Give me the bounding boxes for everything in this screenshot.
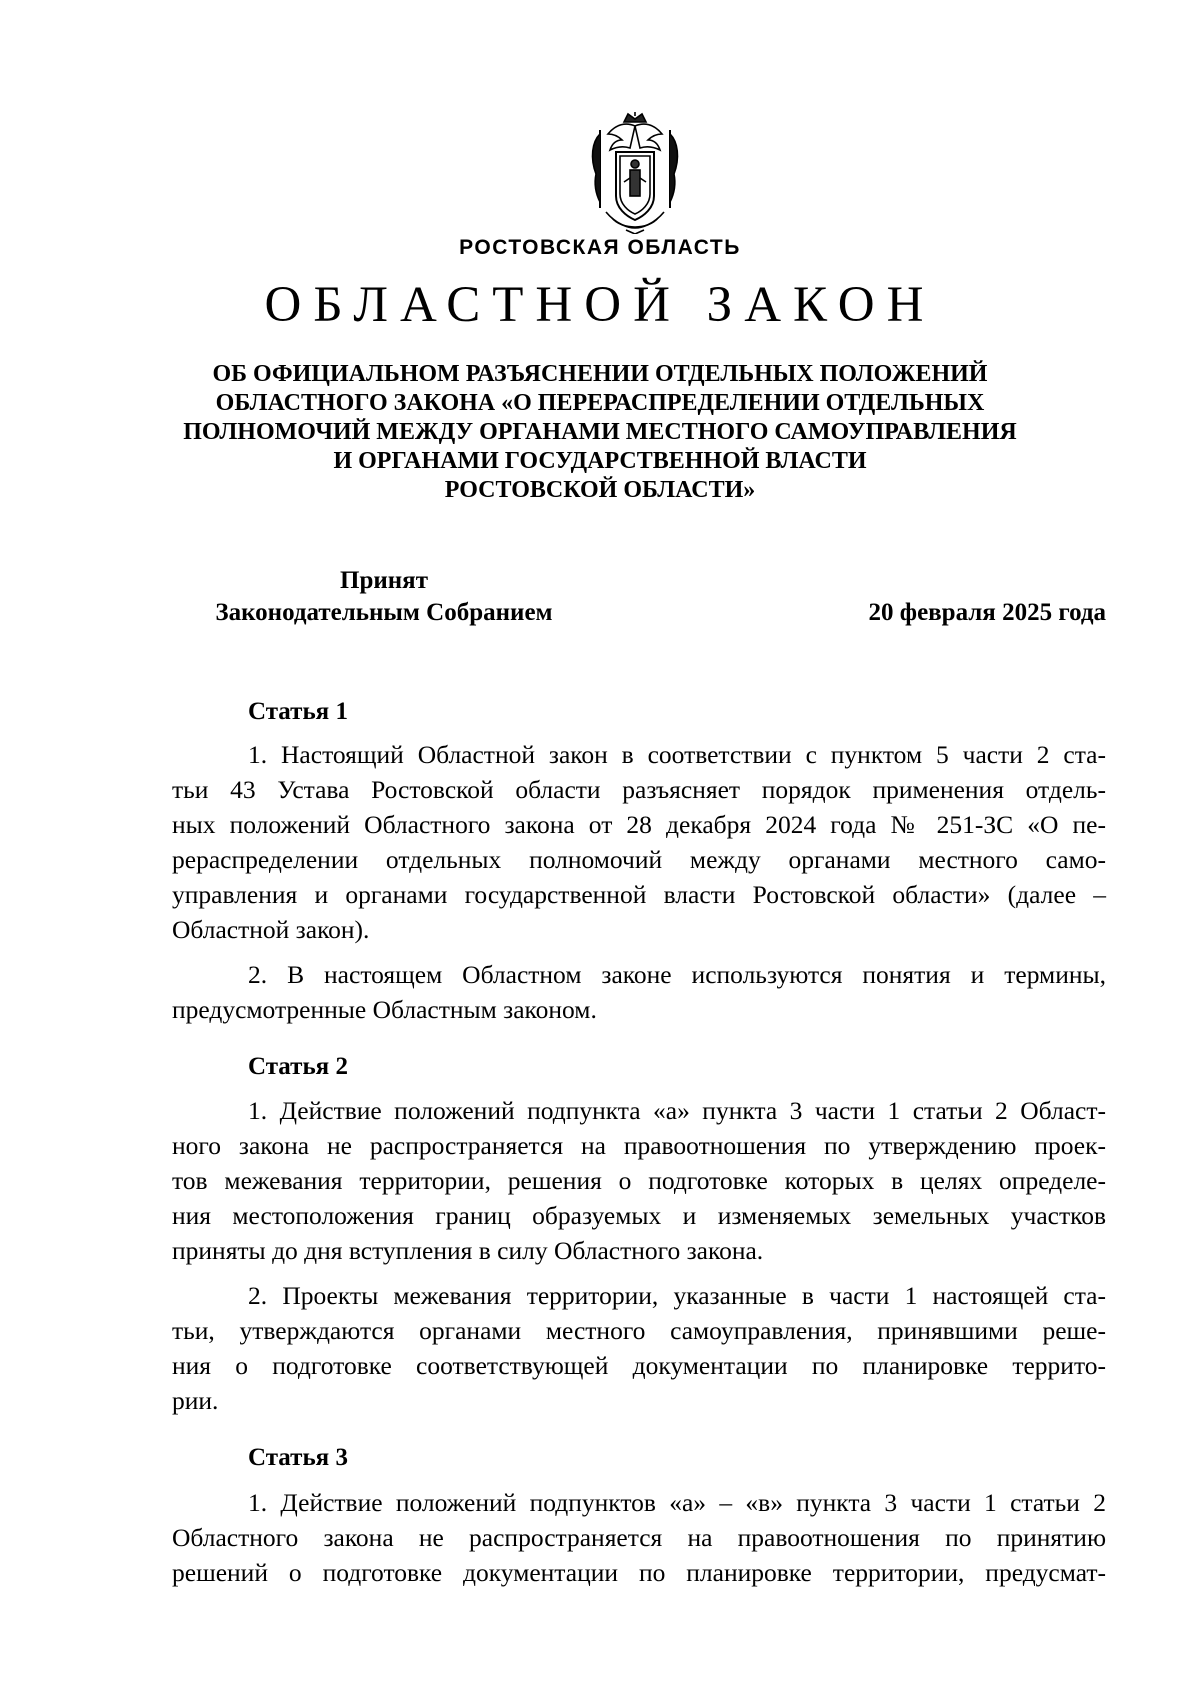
coat-of-arms-icon xyxy=(586,112,684,234)
text-line: 2. Проекты межевания территории, указанные в части 1 настоящей ста- xyxy=(248,1281,1106,1310)
text-line: ных положений Областного закона от 28 декабря 2024 года № 251-ЗС «О пе- xyxy=(172,810,1106,839)
text-line: рераспределении отдельных полномочий между органами местного само- xyxy=(172,845,1106,874)
text-line: управления и органами государственной власти Ростовской области» (далее – xyxy=(172,880,1106,909)
text-line: ния местоположения границ образуемых и изменяемых земельных участков xyxy=(172,1201,1106,1230)
text-line: 1. Действие положений подпункта «а» пункта 3 части 1 статьи 2 Област- xyxy=(248,1096,1106,1125)
text-line: тов межевания территории, решения о подготовке которых в целях определе- xyxy=(172,1166,1106,1195)
text-line: Областного закона не распространяется на правоотношения по принятию xyxy=(172,1523,1106,1552)
text-line: предусмотренные Областным законом. xyxy=(172,995,597,1024)
text-line: тьи 43 Устава Ростовской области разъясняет порядок применения отдель- xyxy=(172,775,1106,804)
title-line: ПОЛНОМОЧИЙ МЕЖДУ ОРГАНАМИ МЕСТНОГО САМОУПРАВЛЕНИЯ xyxy=(183,419,1017,445)
adoption-body: Законодательным Собранием xyxy=(215,599,553,626)
text-line: ния о подготовке соответствующей документации по планировке террито- xyxy=(172,1351,1106,1380)
text-line: ного закона не распространяется на правоотношения по утверждению проек- xyxy=(172,1131,1106,1160)
title-line: ОБЛАСТНОГО ЗАКОНА «О ПЕРЕРАСПРЕДЕЛЕНИИ ОТДЕЛЬНЫХ xyxy=(215,390,985,416)
document-title xyxy=(160,360,1040,505)
article-1-paragraph-1 xyxy=(172,737,1106,947)
adoption-block xyxy=(174,565,594,629)
article-2-paragraph-2 xyxy=(172,1278,1106,1418)
text-line: решений о подготовке документации по планировке территории, предусмат- xyxy=(172,1558,1106,1587)
title-line: ОБ ОФИЦИАЛЬНОМ РАЗЪЯСНЕНИИ ОТДЕЛЬНЫХ ПОЛОЖЕНИЙ xyxy=(212,361,988,387)
title-line: И ОРГАНАМИ ГОСУДАРСТВЕННОЙ ВЛАСТИ xyxy=(333,448,867,474)
text-line: тьи, утверждаются органами местного самоуправления, принявшими реше- xyxy=(172,1316,1106,1345)
region-name: РОСТОВСКАЯ ОБЛАСТЬ xyxy=(459,236,741,259)
article-2-paragraph-1 xyxy=(172,1093,1106,1268)
title-line: РОСТОВСКОЙ ОБЛАСТИ» xyxy=(444,477,756,503)
article-3-paragraph-1 xyxy=(172,1485,1106,1590)
adoption-label: Принят xyxy=(340,567,428,594)
article-1-paragraph-2 xyxy=(172,957,1106,1027)
article-3-title: Статья 3 xyxy=(248,1444,348,1471)
document-type: ОБЛАСТНОЙ ЗАКОН xyxy=(264,277,936,333)
adoption-date: 20 февраля 2025 года xyxy=(868,599,1106,626)
article-2-title: Статья 2 xyxy=(248,1053,348,1080)
text-line: Областной закон). xyxy=(172,915,370,944)
text-line: 1. Настоящий Областной закон в соответствии с пунктом 5 части 2 ста- xyxy=(248,740,1106,769)
article-1-title: Статья 1 xyxy=(248,698,348,725)
text-line: 2. В настоящем Областном законе используются понятия и термины, xyxy=(248,960,1106,989)
text-line: рии. xyxy=(172,1386,219,1415)
text-line: приняты до дня вступления в силу Областного закона. xyxy=(172,1236,764,1265)
text-line: 1. Действие положений подпунктов «а» – «в» пункта 3 части 1 статьи 2 xyxy=(248,1488,1106,1517)
